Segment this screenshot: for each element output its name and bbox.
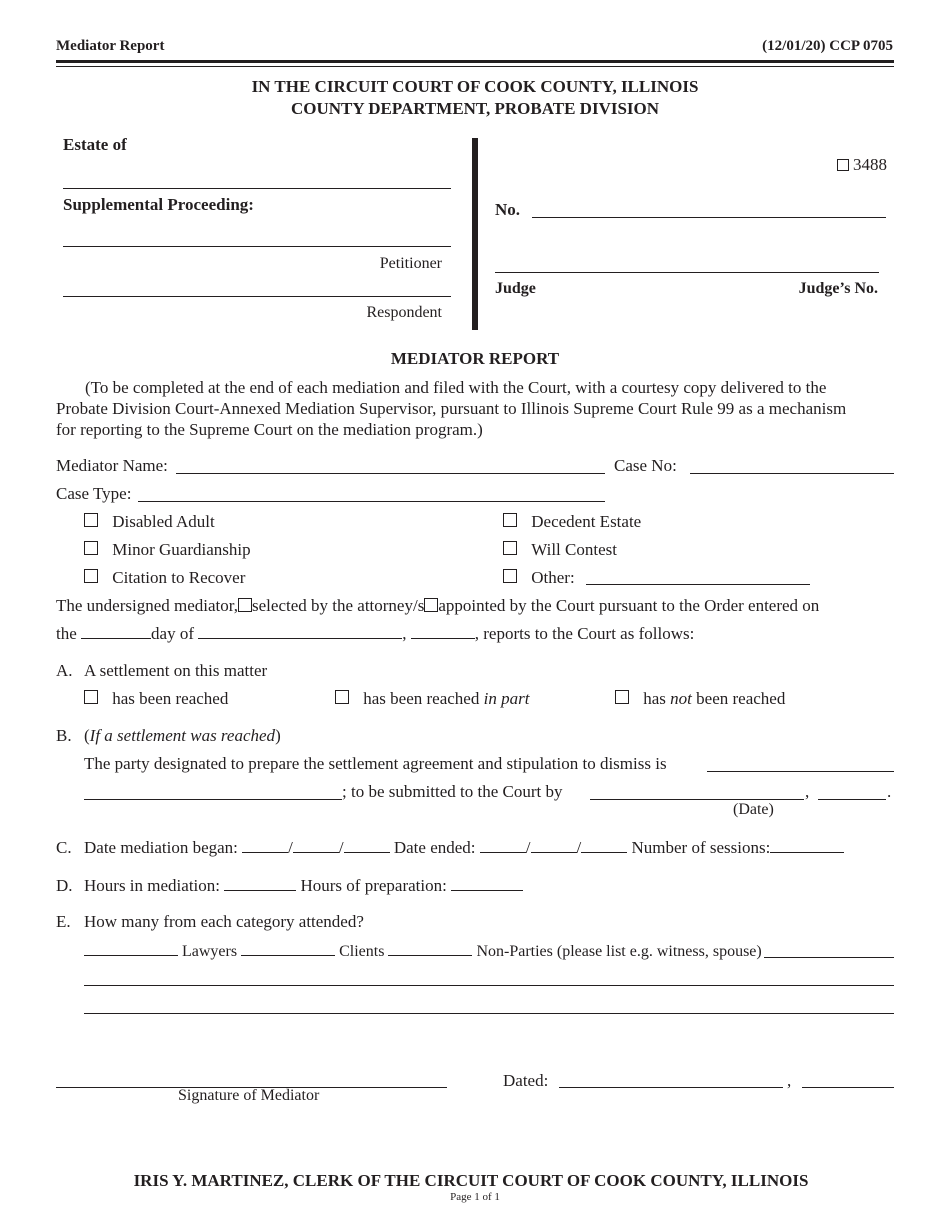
ended-day-input[interactable] bbox=[531, 838, 577, 853]
ended-year-input[interactable] bbox=[581, 838, 627, 853]
mediator-name-label: Mediator Name: bbox=[56, 456, 168, 475]
petitioner-label: Petitioner bbox=[379, 255, 442, 272]
began-month-input[interactable] bbox=[242, 838, 288, 853]
section-b-letter: B. bbox=[56, 726, 72, 745]
judge-label: Judge bbox=[495, 280, 536, 297]
section-b-title: (If a settlement was reached) bbox=[84, 726, 281, 745]
ended-month-input[interactable] bbox=[480, 838, 526, 853]
dated-input[interactable] bbox=[559, 1087, 783, 1088]
sessions-input[interactable] bbox=[770, 838, 844, 853]
report-title: MEDIATOR REPORT bbox=[390, 349, 560, 368]
respondent-label: Respondent bbox=[366, 304, 442, 321]
case-type-other[interactable]: Other: bbox=[503, 568, 575, 588]
hours-preparation-input[interactable] bbox=[451, 876, 523, 891]
intro-line-2: Probate Division Court-Annexed Mediation Supervisor, pursuant to Illinois Supreme Court Rule 99 as a mechanism bbox=[56, 399, 847, 418]
non-parties-list-line-3[interactable] bbox=[84, 1013, 894, 1014]
lawyers-count-input[interactable] bbox=[84, 941, 178, 956]
page-number: Page 1 of 1 bbox=[450, 1191, 500, 1203]
judge-line[interactable] bbox=[495, 272, 879, 273]
caption-divider bbox=[472, 138, 478, 330]
attendance-line: Lawyers Clients Non-Parties (please list e.g. witness, spouse) bbox=[84, 941, 762, 961]
section-c-line: Date mediation began: / / Date ended: / / Number of sessions: bbox=[84, 838, 844, 858]
intro-line-1: (To be completed at the end of each mediation and filed with the Court, with a courtesy copy delivered to the bbox=[85, 378, 827, 397]
checkbox[interactable] bbox=[84, 513, 98, 527]
submission-year-input[interactable] bbox=[818, 799, 886, 800]
checkbox[interactable] bbox=[84, 569, 98, 583]
case-number-line[interactable] bbox=[532, 217, 886, 218]
designated-party-input[interactable] bbox=[707, 771, 894, 772]
calendar-code[interactable]: 3488 bbox=[837, 155, 887, 175]
section-e-letter: E. bbox=[56, 912, 71, 931]
case-no-label: Case No: bbox=[614, 456, 677, 475]
estate-label: Estate of bbox=[63, 135, 127, 154]
non-parties-count-input[interactable] bbox=[388, 941, 472, 956]
settlement-reached-in-part-option[interactable]: has been reached in part bbox=[335, 689, 529, 709]
checkbox[interactable] bbox=[84, 690, 98, 704]
case-type-decedent-estate[interactable]: Decedent Estate bbox=[503, 512, 641, 532]
judge-number-label: Judge’s No. bbox=[798, 280, 878, 297]
clients-count-input[interactable] bbox=[241, 941, 335, 956]
case-number-label: No. bbox=[495, 200, 521, 219]
case-type-disabled-adult[interactable]: Disabled Adult bbox=[84, 512, 215, 532]
intro-line-3: for reporting to the Supreme Court on the mediation program.) bbox=[56, 420, 483, 439]
period: . bbox=[887, 782, 892, 801]
selected-by-attorney-checkbox[interactable] bbox=[238, 598, 252, 612]
mediator-name-input[interactable] bbox=[176, 473, 605, 474]
case-type-label: Case Type: bbox=[56, 484, 132, 503]
petitioner-line[interactable] bbox=[63, 246, 451, 247]
non-parties-list-input[interactable] bbox=[764, 957, 894, 958]
designated-party-statement: The party designated to prepare the settlement agreement and stipulation to dismiss is bbox=[84, 754, 667, 773]
case-type-input[interactable] bbox=[138, 501, 605, 502]
case-no-input[interactable] bbox=[690, 473, 894, 474]
case-type-will-contest[interactable]: Will Contest bbox=[503, 540, 617, 560]
settlement-reached-option[interactable]: has been reached bbox=[84, 689, 228, 709]
clerk-footer: IRIS Y. MARTINEZ, CLERK OF THE CIRCUIT COURT OF COOK COUNTY, ILLINOIS bbox=[133, 1171, 809, 1190]
case-type-minor-guardianship[interactable]: Minor Guardianship bbox=[84, 540, 251, 560]
submitted-by-label: ; to be submitted to the Court by bbox=[342, 782, 563, 801]
section-e-title: How many from each category attended? bbox=[84, 912, 364, 931]
order-date-line: the day of , , reports to the Court as follows: bbox=[56, 624, 695, 643]
estate-name-line[interactable] bbox=[63, 188, 451, 189]
supplemental-proceeding-label: Supplemental Proceeding: bbox=[63, 195, 254, 214]
dated-label: Dated: bbox=[503, 1071, 549, 1090]
calendar-checkbox[interactable] bbox=[837, 159, 849, 171]
hours-mediation-input[interactable] bbox=[224, 876, 296, 891]
case-type-citation-to-recover[interactable]: Citation to Recover bbox=[84, 568, 245, 588]
began-year-input[interactable] bbox=[344, 838, 390, 853]
began-day-input[interactable] bbox=[293, 838, 339, 853]
dated-comma: , bbox=[787, 1071, 792, 1090]
submission-date-input[interactable] bbox=[590, 799, 804, 800]
checkbox[interactable] bbox=[615, 690, 629, 704]
section-a-title: A settlement on this matter bbox=[84, 661, 268, 680]
section-a-letter: A. bbox=[56, 661, 73, 680]
header-rule-thick bbox=[56, 60, 894, 63]
undersigned-statement: The undersigned mediator, selected by the attorney/s appointed by the Court pursuant to the Order entered on bbox=[56, 596, 820, 615]
court-division: COUNTY DEPARTMENT, PROBATE DIVISION bbox=[290, 99, 660, 118]
designated-party-input-continued[interactable] bbox=[84, 799, 342, 800]
non-parties-list-line-2[interactable] bbox=[84, 985, 894, 986]
dated-year-input[interactable] bbox=[802, 1087, 894, 1088]
respondent-line[interactable] bbox=[63, 296, 451, 297]
header-rule-thin bbox=[56, 66, 894, 67]
section-d-letter: D. bbox=[56, 876, 73, 895]
signature-label: Signature of Mediator bbox=[178, 1087, 320, 1104]
comma: , bbox=[805, 782, 810, 801]
court-name: IN THE CIRCUIT COURT OF COOK COUNTY, ILLINOIS bbox=[251, 77, 699, 96]
appointed-by-court-checkbox[interactable] bbox=[424, 598, 438, 612]
order-month-input[interactable] bbox=[198, 624, 402, 639]
checkbox[interactable] bbox=[503, 569, 517, 583]
section-d-line: Hours in mediation: Hours of preparation: bbox=[84, 876, 523, 896]
checkbox[interactable] bbox=[335, 690, 349, 704]
settlement-not-reached-option[interactable]: has not been reached bbox=[615, 689, 785, 709]
section-c-letter: C. bbox=[56, 838, 72, 857]
form-title-header: Mediator Report bbox=[56, 38, 165, 54]
order-day-input[interactable] bbox=[81, 624, 151, 639]
checkbox[interactable] bbox=[503, 513, 517, 527]
form-number: (12/01/20) CCP 0705 bbox=[762, 38, 893, 54]
checkbox[interactable] bbox=[503, 541, 517, 555]
checkbox[interactable] bbox=[84, 541, 98, 555]
date-caption: (Date) bbox=[733, 801, 774, 818]
order-year-input[interactable] bbox=[411, 624, 475, 639]
case-type-other-input[interactable] bbox=[586, 584, 810, 585]
